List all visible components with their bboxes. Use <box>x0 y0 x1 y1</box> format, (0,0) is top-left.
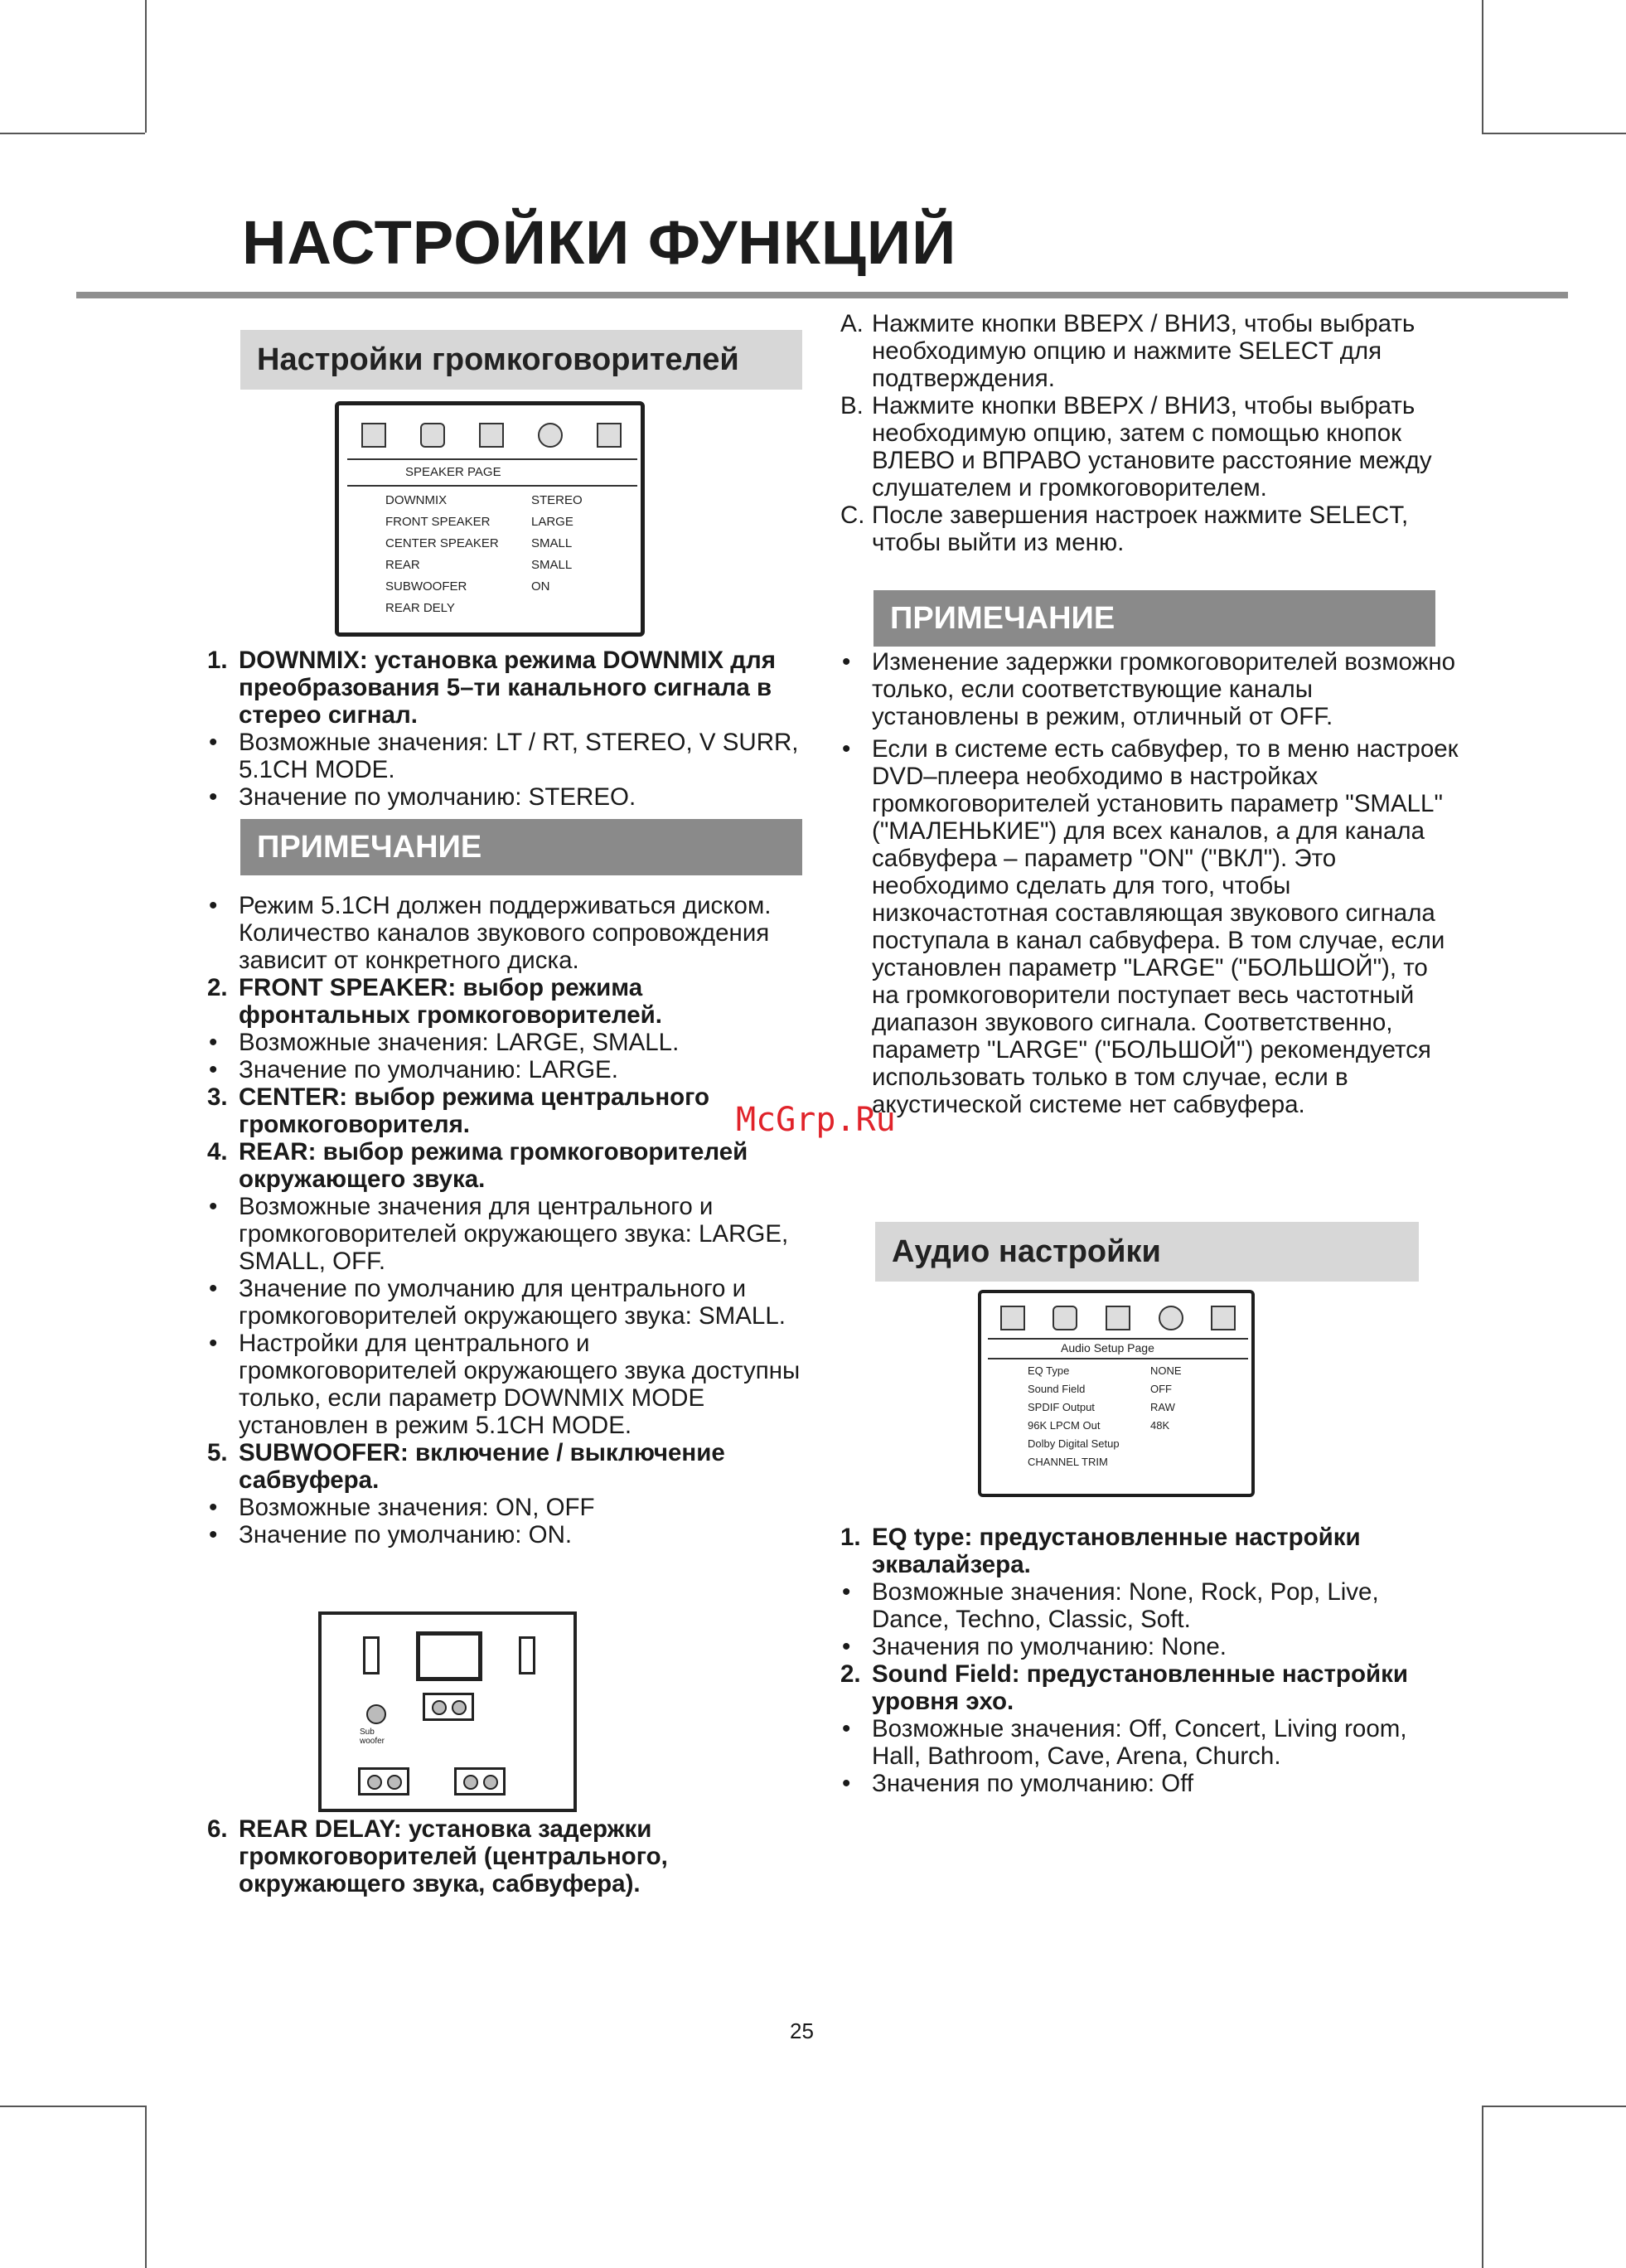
list-item <box>207 1815 812 1897</box>
subwoofer-label-line: Sub <box>360 1728 375 1737</box>
list-item <box>207 1138 812 1193</box>
list-item <box>207 729 804 783</box>
list-text: Sound Field: предустановленные настройки уровня эхо. <box>872 1660 1408 1715</box>
speaker-cone <box>483 1775 498 1790</box>
page-title: НАСТРОЙКИ ФУНКЦИЙ <box>242 208 957 277</box>
audio-settings-header: Аудио настройки <box>875 1222 1419 1282</box>
osd-page-title: Audio Setup Page <box>1061 1341 1154 1354</box>
note-item <box>840 648 1459 730</box>
list-marker: 1. <box>840 1524 861 1551</box>
general-setup-icon <box>1000 1306 1025 1330</box>
list-text: Значения по умолчанию: None. <box>872 1633 1227 1660</box>
crop-mark <box>0 133 145 134</box>
page-number: 25 <box>790 2018 814 2043</box>
osd-row-label: REAR DELY <box>385 601 455 615</box>
list-text: Значение по умолчанию для центрального и громкоговорителей окружающего звука: SMALL. <box>239 1275 786 1330</box>
speaker-cone <box>367 1775 382 1790</box>
subwoofer-label <box>360 1728 385 1746</box>
list-marker: • <box>842 1715 851 1742</box>
list-item <box>207 1193 812 1275</box>
list-item <box>207 1494 812 1521</box>
list-item <box>207 1330 812 1439</box>
step-item <box>840 392 1454 502</box>
osd-divider <box>988 1358 1248 1359</box>
list-item <box>207 647 804 729</box>
list-item <box>207 892 812 974</box>
crop-mark <box>145 0 147 133</box>
step-item <box>840 502 1454 556</box>
osd-row-value: ON <box>531 579 550 594</box>
speaker-icon <box>1053 1306 1077 1330</box>
step-text: Нажмите кнопки ВВЕРХ / ВНИЗ, чтобы выбрать необходимую опцию и нажмите SELECT для подтверждения. <box>872 310 1415 392</box>
osd-row-label: SUBWOOFER <box>385 579 467 594</box>
list-marker: • <box>842 1578 851 1606</box>
osd-row-label: REAR <box>385 558 420 572</box>
list-text: Возможные значения: None, Rock, Pop, Live, Dance, Techno, Classic, Soft. <box>872 1578 1379 1633</box>
list-marker: • <box>209 1521 218 1548</box>
front-right-speaker-icon <box>519 1636 535 1674</box>
list-text: REAR: выбор режима громкоговорителей окружающего звука. <box>239 1138 748 1193</box>
step-text: После завершения настроек нажмите SELECT, чтобы выйти из меню. <box>872 502 1409 556</box>
general-setup-icon <box>361 423 386 448</box>
list-text: Настройки для центрального и громкоговорителей окружающего звука доступны только, если параметр DOWNMIX MODE установлен в режим 5.1CH MODE. <box>239 1330 801 1439</box>
center-speaker-icon <box>423 1693 474 1721</box>
list-text: Возможные значения для центрального и громкоговорителей окружающего звука: LARGE, SMALL, OFF. <box>239 1193 789 1275</box>
osd-row-value: OFF <box>1150 1383 1172 1395</box>
osd-row-label: Sound Field <box>1028 1383 1086 1395</box>
list-marker: 3. <box>207 1083 228 1111</box>
crop-mark <box>1482 2106 1483 2268</box>
list-item <box>840 1715 1462 1770</box>
list-item <box>207 1521 812 1548</box>
crop-mark <box>1482 0 1483 133</box>
list-marker: • <box>209 1494 218 1521</box>
note-header-left: ПРИМЕЧАНИЕ <box>240 819 802 875</box>
front-left-speaker-icon <box>363 1636 380 1674</box>
list-text: Возможные значения: Off, Concert, Living room, Hall, Bathroom, Cave, Arena, Church. <box>872 1715 1407 1770</box>
rear-left-speaker-icon <box>358 1767 409 1796</box>
speaker-icon <box>420 423 445 448</box>
list-marker: • <box>209 1330 218 1357</box>
video-icon <box>597 423 622 448</box>
speaker-cone <box>452 1700 467 1715</box>
list-text: SUBWOOFER: включение / выключение сабвуфера. <box>239 1439 725 1494</box>
list-item <box>207 1056 812 1083</box>
list-text: Режим 5.1CH должен поддерживаться диском. Количество каналов звукового сопровождения зависит от конкретного диска. <box>239 892 772 974</box>
osd-row-value: STEREO <box>531 493 583 507</box>
title-divider <box>76 292 1568 298</box>
audio-options-block <box>840 1524 1462 1797</box>
speaker-settings-header: Настройки громкоговорителей <box>240 330 802 390</box>
list-item <box>840 1578 1462 1633</box>
list-marker: 2. <box>207 974 228 1001</box>
osd-row-value: SMALL <box>531 558 573 572</box>
speaker-cone <box>432 1700 447 1715</box>
list-text: DOWNMIX: установка режима DOWNMIX для преобразования 5–ти канального сигнала в стерео сигнал. <box>239 647 776 729</box>
osd-row-value: SMALL <box>531 536 573 550</box>
list-marker: • <box>842 1770 851 1797</box>
note-text: Если в системе есть сабвуфер, то в меню настроек DVD–плеера необходимо в настройках громкоговорителей установить параметр "SMALL" ("МАЛЕНЬКИЕ") для всех каналов, а для канала сабвуфера – параметр "ON" ("ВКЛ"). Это необходимо сделать для того, чтобы низкочастотная составляющая звукового сигнала поступала в канал сабвуфера. В том случае, если установлен параметр "LARGE" ("БОЛЬШОЙ"), то на громкоговорители поступает весь частотный диапазон звукового сигнала. Соответственно, параметр "LARGE" ("БОЛЬШОЙ") рекомендуется использовать только в том случае, если в акустической системе нет сабвуфера. <box>872 735 1459 1118</box>
list-item <box>207 1029 812 1056</box>
list-item <box>840 1633 1462 1660</box>
list-text: Значения по умолчанию: Off <box>872 1770 1194 1797</box>
list-text: Возможные значения: LARGE, SMALL. <box>239 1029 680 1056</box>
list-marker: 1. <box>207 647 228 674</box>
list-item <box>207 783 804 811</box>
osd-row-value: RAW <box>1150 1401 1175 1413</box>
speaker-setup-osd <box>335 401 645 637</box>
step-marker: C. <box>840 502 865 529</box>
subwoofer-icon <box>366 1704 386 1724</box>
speaker-cone <box>463 1775 478 1790</box>
list-item <box>207 1083 812 1138</box>
step-item <box>840 310 1454 392</box>
crop-mark <box>0 2106 145 2107</box>
list-marker: • <box>842 648 851 676</box>
list-marker: 5. <box>207 1439 228 1466</box>
subwoofer-label-line: woofer <box>360 1737 385 1746</box>
list-marker: • <box>209 1056 218 1083</box>
osd-row-value: NONE <box>1150 1364 1182 1377</box>
list-marker: • <box>842 735 851 763</box>
dolby-icon <box>1159 1306 1183 1330</box>
osd-row-label: SPDIF Output <box>1028 1401 1095 1413</box>
speaker-cone <box>387 1775 402 1790</box>
osd-row-value: LARGE <box>531 515 573 529</box>
osd-row-label: 96K LPCM Out <box>1028 1419 1101 1432</box>
note-item <box>840 735 1459 1118</box>
step-marker: A. <box>840 310 864 337</box>
speaker-layout-diagram <box>318 1611 577 1812</box>
list-text: CENTER: выбор режима центрального громкоговорителя. <box>239 1083 710 1138</box>
list-text: Значение по умолчанию: LARGE. <box>239 1056 618 1083</box>
osd-row-label: CHANNEL TRIM <box>1028 1456 1108 1468</box>
steps-block <box>840 310 1454 556</box>
list-marker: • <box>209 1275 218 1302</box>
list-item <box>840 1524 1462 1578</box>
crop-mark <box>1482 133 1626 134</box>
notes-block <box>840 648 1459 1118</box>
list-text: FRONT SPEAKER: выбор режима фронтальных громкоговорителей. <box>239 974 662 1029</box>
list-marker: • <box>209 783 218 811</box>
osd-row-label: DOWNMIX <box>385 493 448 507</box>
list-marker: • <box>209 729 218 756</box>
rear-delay-block <box>207 1815 812 1897</box>
osd-divider <box>347 485 637 487</box>
video-icon <box>1211 1306 1236 1330</box>
list-marker: 6. <box>207 1815 228 1843</box>
dolby-icon <box>538 423 563 448</box>
step-marker: B. <box>840 392 864 419</box>
osd-page-title: SPEAKER PAGE <box>405 465 501 479</box>
list-text: Значение по умолчанию: ON. <box>239 1521 573 1548</box>
step-text: Нажмите кнопки ВВЕРХ / ВНИЗ, чтобы выбрать необходимую опцию, затем с помощью кнопок ВЛЕВО и ВПРАВО установите расстояние между слушателем и громкоговорителем. <box>872 392 1432 502</box>
osd-row-value: 48K <box>1150 1419 1170 1432</box>
audio-setup-osd <box>978 1290 1255 1497</box>
audio-icon <box>1106 1306 1130 1330</box>
list-text: Возможные значения: LT / RT, STEREO, V SURR, 5.1CH MODE. <box>239 729 799 783</box>
list-marker: 2. <box>840 1660 861 1688</box>
list-marker: 4. <box>207 1138 228 1166</box>
list-marker: • <box>842 1633 851 1660</box>
list-item <box>207 974 812 1029</box>
list-text: REAR DELAY: установка задержки громкоговорителей (центрального, окружающего звука, сабвуфера). <box>239 1815 668 1897</box>
note-text: Изменение задержки громкоговорителей возможно только, если соответствующие каналы установлены в режим, отличный от OFF. <box>872 648 1456 730</box>
note-header-right: ПРИМЕЧАНИЕ <box>873 590 1435 647</box>
crop-mark <box>1482 2106 1626 2107</box>
list-marker: • <box>209 1029 218 1056</box>
osd-row-label: EQ Type <box>1028 1364 1070 1377</box>
tv-screen-icon <box>416 1631 482 1681</box>
osd-row-label: Dolby Digital Setup <box>1028 1437 1120 1450</box>
downmix-block <box>207 647 804 811</box>
audio-icon <box>479 423 504 448</box>
list-text: Возможные значения: ON, OFF <box>239 1494 595 1521</box>
list-item <box>207 1439 812 1494</box>
list-item <box>840 1660 1462 1715</box>
osd-icon-row <box>344 417 639 453</box>
osd-divider <box>988 1338 1248 1340</box>
osd-row-label: FRONT SPEAKER <box>385 515 491 529</box>
list-text: Значение по умолчанию: STEREO. <box>239 783 636 811</box>
crop-mark <box>145 2106 147 2268</box>
watermark: McGrp.Ru <box>736 1101 896 1139</box>
list-marker: • <box>209 892 218 919</box>
osd-divider <box>347 458 637 460</box>
list-marker: • <box>209 1193 218 1220</box>
osd-row-label: CENTER SPEAKER <box>385 536 499 550</box>
list-text: EQ type: предустановленные настройки эквалайзера. <box>872 1524 1361 1578</box>
list-item <box>840 1770 1462 1797</box>
list-item <box>207 1275 812 1330</box>
rear-right-speaker-icon <box>454 1767 506 1796</box>
osd-icon-row <box>986 1301 1250 1335</box>
speaker-options-block <box>207 892 812 1548</box>
